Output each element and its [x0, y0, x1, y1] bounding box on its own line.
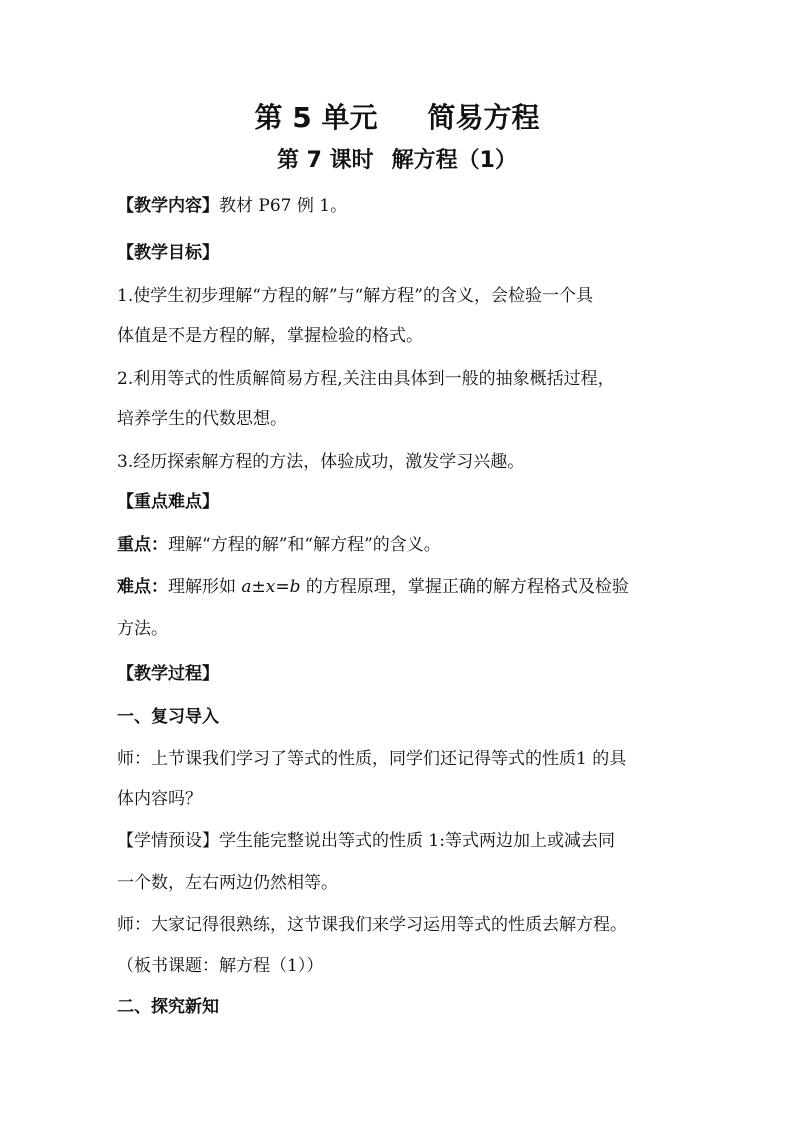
goal-2-line-1: 2.利用等式的性质解简易方程,关注由具体到一般的抽象概括过程， [117, 369, 615, 389]
difficulty-text-post: 的方程原理，掌握正确的解方程格式及检验 [300, 577, 629, 597]
content-text: 教材 P67 例 1。 [219, 196, 348, 216]
goal-1-line-2: 体值是不是方程的解，掌握检验的格式。 [117, 326, 423, 346]
goal-3: 3.经历探索解方程的方法，体验成功，激发学习兴趣。 [117, 452, 525, 472]
difficulty-line-2: 方法。 [117, 619, 168, 639]
goal-1-line-1: 1.使学生初步理解“方程的解”与“解方程”的含义，会检验一个具 [117, 286, 593, 306]
content-line [117, 194, 687, 218]
key-point [117, 533, 687, 557]
process-heading: 【教学过程】 [117, 664, 219, 684]
title-topic: 简易方程 [427, 101, 540, 134]
board-title: （板书课题：解方程（1）） [117, 956, 324, 976]
difficulty-label: 难点： [117, 577, 168, 597]
difficulty-expression: a±x=b [241, 577, 301, 597]
preset-line-1: 【学情预设】学生能完整说出等式的性质 1:等式两边加上或减去同 [117, 831, 615, 851]
subtitle-lesson: 第 7 课时 [277, 148, 374, 173]
content-label: 【教学内容】 [117, 196, 219, 216]
section-explore: 二、探究新知 [117, 997, 219, 1017]
goals-heading: 【教学目标】 [117, 243, 219, 263]
key-label: 重点： [117, 535, 168, 555]
teacher-2: 师：大家记得很熟练，这节课我们来学习运用等式的性质去解方程。 [117, 915, 627, 935]
section-review: 一、复习导入 [117, 707, 219, 727]
difficulty-text-pre: 理解形如 [168, 577, 242, 597]
page-title [0, 100, 794, 136]
teacher-1-line-2: 体内容吗？ [117, 789, 202, 809]
teacher-1-line-1: 师：上节课我们学习了等式的性质，同学们还记得等式的性质1 的具 [117, 749, 627, 769]
page-subtitle [0, 146, 794, 176]
preset-line-2: 一个数，左右两边仍然相等。 [117, 873, 338, 893]
title-unit: 第 5 单元 [254, 101, 378, 134]
subtitle-topic: 解方程（1） [391, 148, 517, 173]
keypoints-heading: 【重点难点】 [117, 492, 219, 512]
goal-2-line-2: 培养学生的代数思想。 [117, 409, 287, 429]
key-text: 理解“方程的解”和“解方程”的含义。 [168, 535, 441, 555]
difficulty-line-1 [117, 575, 687, 599]
